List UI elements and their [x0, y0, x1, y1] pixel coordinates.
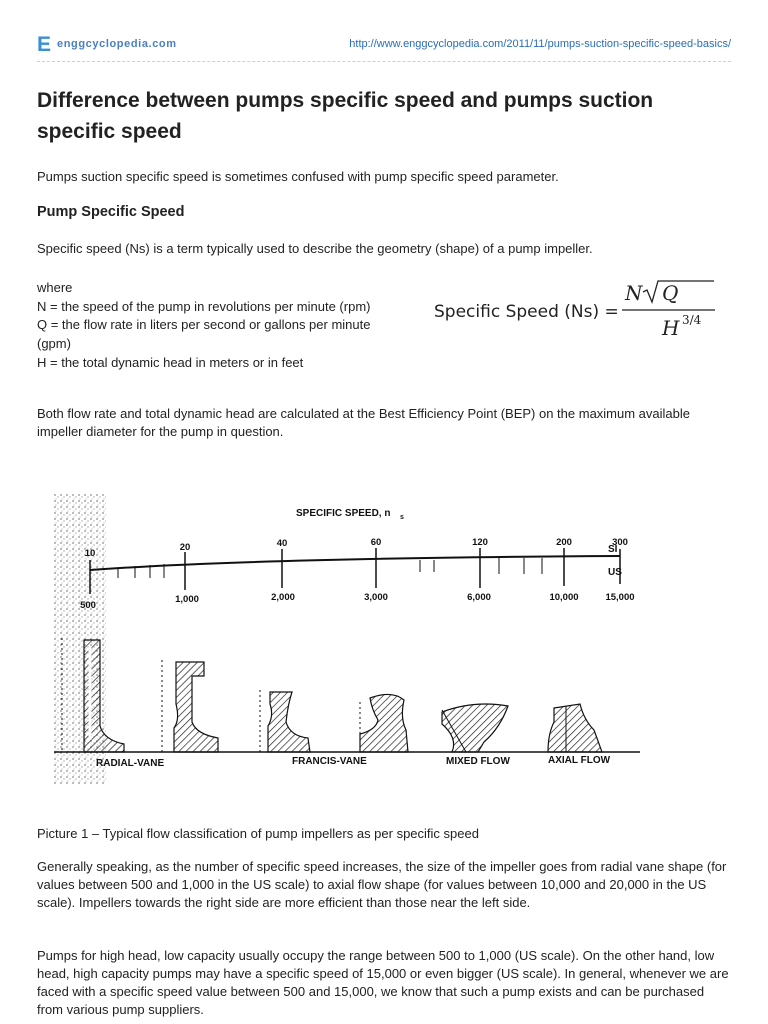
si-tick-label: 40 — [276, 538, 288, 549]
formula-exponent: 3/4 — [682, 313, 702, 327]
figure-graphic — [54, 494, 644, 784]
definition-h: H = the total dynamic head in meters or in feet — [37, 354, 304, 370]
page-url-link[interactable]: http://www.enggcyclopedia.com/2011/11/pumps-suction-specific-speed-basics/ — [349, 38, 731, 50]
scale-axis — [90, 556, 620, 570]
francis-vane-impeller-2 — [360, 694, 408, 752]
section-heading: Pump Specific Speed — [37, 204, 185, 220]
si-tick-label: 10 — [84, 548, 96, 559]
label-mixed-flow: MIXED FLOW — [446, 756, 510, 767]
si-tick-label: 120 — [472, 537, 488, 548]
sqrt-sign — [643, 281, 714, 302]
specific-speed-formula — [434, 280, 734, 340]
formula-numerator-q: Q — [662, 281, 679, 305]
us-tick-label: 3,000 — [364, 592, 388, 603]
si-tick-label: 60 — [370, 537, 382, 548]
mixed-flow-impeller — [442, 704, 508, 752]
paragraph-head-capacity: Pumps for high head, low capacity usually occupy the range between 500 to 1,000 (US scale). On the other hand, low head, high capacity pumps may have a specific speed of 15,000 or even bigger (US scale). In general, whenever we are faced with a specific speed value between 500 and 15,000, we know that such a pump exists and can be purchased from various pump suppliers. — [37, 948, 729, 1017]
definition-q: Q = the flow rate in liters per second or gallons per minute (gpm) — [37, 317, 371, 352]
us-tick-label: 500 — [80, 600, 96, 611]
formula-numerator-n: N — [625, 281, 643, 305]
header-divider — [37, 61, 731, 62]
formula-denominator-h: H — [662, 316, 680, 340]
definition-paragraph: Specific speed (Ns) is a term typically used to describe the geometry (shape) of a pump impeller. — [37, 241, 593, 256]
label-axial-flow: AXIAL FLOW — [548, 755, 611, 766]
figure-title: SPECIFIC SPEED, n — [296, 508, 391, 519]
label-francis-vane: FRANCIS-VANE — [292, 756, 367, 767]
formula-fraction — [434, 280, 734, 342]
si-scale-label: SI — [608, 544, 618, 555]
us-tick-label: 6,000 — [467, 592, 491, 603]
bep-paragraph: Both flow rate and total dynamic head are calculated at the Best Efficiency Point (BEP) on the maximum available impeller diameter for the pump in question. — [37, 406, 690, 439]
figure-title-subscript: s — [400, 514, 404, 521]
definition-n: N = the speed of the pump in revolutions per minute (rpm) — [37, 298, 371, 314]
us-tick-label: 2,000 — [271, 592, 295, 603]
label-radial-vane: RADIAL-VANE — [96, 758, 165, 769]
axial-flow-impeller — [548, 704, 602, 752]
impeller-classification-figure — [54, 494, 644, 784]
us-tick-label: 1,000 — [175, 594, 199, 605]
site-header — [37, 34, 731, 56]
us-tick-label: 10,000 — [549, 592, 579, 603]
us-scale-label: US — [608, 567, 622, 578]
site-name-link[interactable]: enggcyclopedia.com — [57, 38, 177, 50]
si-tick-label: 20 — [179, 542, 191, 553]
figure-caption: Picture 1 – Typical flow classification of pump impellers as per specific speed — [37, 826, 479, 841]
site-logo[interactable]: E — [37, 33, 52, 56]
us-tick-label: 15,000 — [605, 592, 635, 603]
radial-vane-impeller-2 — [162, 660, 218, 752]
variable-definitions — [37, 279, 397, 373]
francis-vane-impeller — [260, 690, 310, 752]
page-title: Difference between pumps specific speed and pumps suction specific speed — [37, 89, 654, 143]
intro-paragraph: Pumps suction specific speed is sometimes confused with pump specific speed parameter. — [37, 169, 559, 184]
where-label: where — [37, 280, 73, 295]
si-tick-label: 200 — [556, 537, 572, 548]
paragraph-impeller-size: Generally speaking, as the number of specific speed increases, the size of the impeller goes from radial vane shape (for values between 500 and 1,000 in the US scale) to axial flow shape (for values between 10,000 and 20,000 in the US scale). Impellers towards the right side are more efficient than those near the left side. — [37, 859, 727, 910]
si-tick-label: 300 — [612, 537, 628, 548]
formula-lhs: Specific Speed (Ns) = — [434, 302, 619, 322]
